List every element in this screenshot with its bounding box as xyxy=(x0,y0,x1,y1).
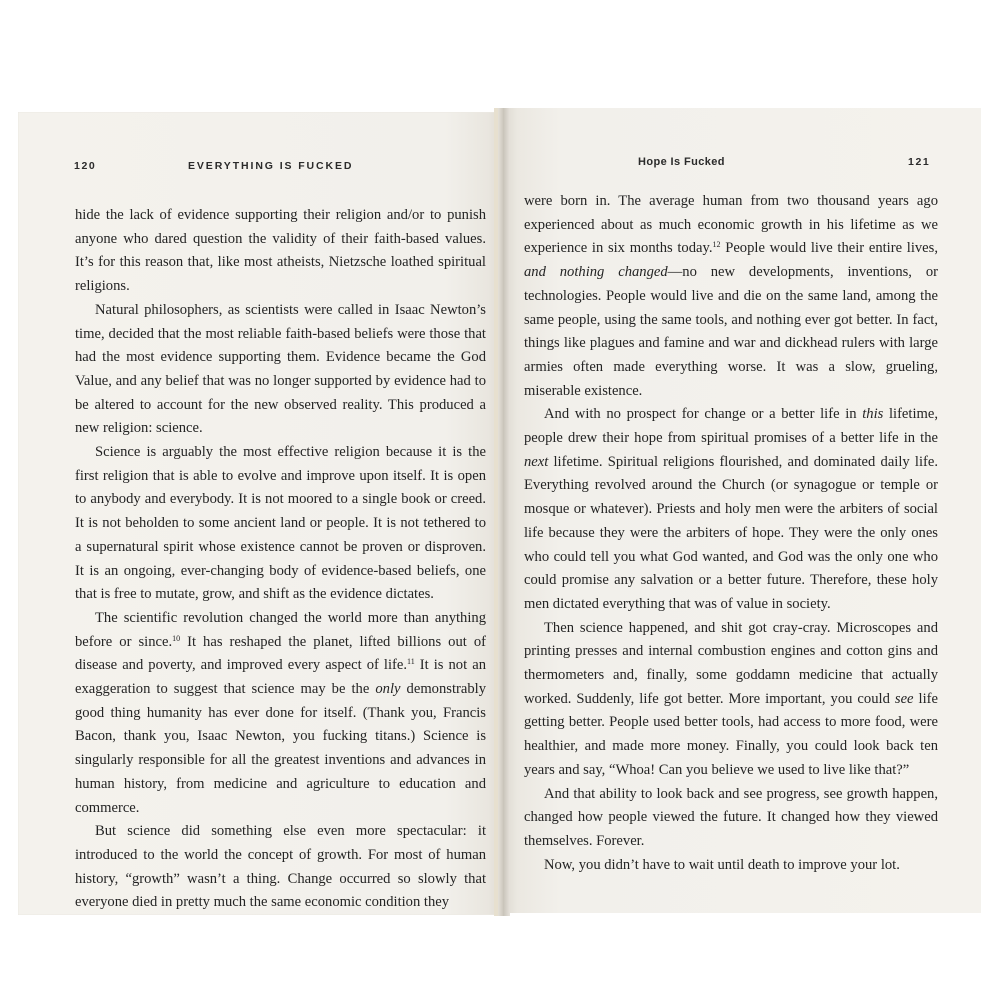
page-edge xyxy=(494,108,498,916)
text-run: The scientific revolution changed the world more than anything before or since. xyxy=(75,609,486,650)
book-gutter xyxy=(496,108,510,916)
text-run: lifetime, people drew their hope from spiritual promises of a better life in the xyxy=(524,406,938,447)
paragraph: Natural philosophers, as scientists were called in Isaac Newton’s time, decided that the most reliable faith-based beliefs were those that had the most evidence supporting them. Evidence became the God Value, and any belief that was no longer supported by evidence had to be altered to account for the new observed reality. This produced a new religion: science. xyxy=(75,301,486,437)
paragraph: Now, you didn’t have to wait until death to improve your lot. xyxy=(544,856,900,873)
text-run: life getting better. People used better tools, had access to more food, were healthier, and made more money. Finally, you could look back ten years and say, “Whoa! Can you believe we used to live like that?” xyxy=(524,690,938,778)
page-body xyxy=(524,190,938,877)
text-run: lifetime. Spiritual religions flourished, and dominated daily life. Everything revolved around the Church (or synagogue or temple or mosque or whatever). Priests and holy men were the arbiters of social life because they were the arbiters of hope. They were the only ones who could tell you what God wanted, and God was the only one who could promise any salvation or a better future. Therefore, these holy men dictated everything that was of value in society. xyxy=(524,453,938,612)
paragraph: But science did something else even more spectacular: it introduced to the world the concept of growth. For most of human history, “growth” wasn’t a thing. Change occurred so slowly that everyone died in pretty much the same economic condition they xyxy=(75,823,486,911)
emphasis: only xyxy=(375,681,401,698)
footnote-marker: 12 xyxy=(712,240,721,250)
footnote-marker: 11 xyxy=(407,657,415,667)
page-number: 120 xyxy=(74,160,97,172)
paragraph: hide the lack of evidence supporting their religion and/or to punish anyone who dared question the validity of their faith-based values. It’s for this reason that, like most atheists, Nietzsche loathed spiritual religions. xyxy=(75,207,486,295)
footnote-marker: 10 xyxy=(172,633,181,643)
paragraph: Science is arguably the most effective religion because it is the first religion that is able to evolve and improve upon itself. It is open to anybody and everybody. It is not moored to a single book or creed. It is not beholden to some ancient land or people. It is not tethered to a supernatural spirit whose existence cannot be proven or disproven. It is an ongoing, ever-changing body of evidence-based beliefs, one that is free to mutate, grow, and shift as the evidence dictates. xyxy=(75,444,486,603)
paragraph xyxy=(75,607,486,820)
text-run: demonstrably good thing humanity has ever done for itself. (Thank you, Francis Bacon, thank you, Isaac Newton, you fucking titans.) Science is singularly responsible for all the greatest inventions and advances in human history, from medicine and agriculture to education and commerce. xyxy=(75,681,486,816)
emphasis: next xyxy=(524,453,549,470)
text-run: It has reshaped the planet, lifted billions out of disease and poverty, and improved every aspect of life. xyxy=(75,633,486,674)
text-run: It is not an exaggeration to suggest that science may be the xyxy=(75,657,486,698)
text-run: Then science happened, and shit got cray-cray. Microscopes and printing presses and internal combustion engines and cotton gins and thermometers and, finally, some goddamn medicine that actually worked. Suddenly, life got better. More important, you could xyxy=(524,619,938,707)
text-run: —no new developments, inventions, or technologies. People would live and die on the same land, among the same people, using the same tools, and nothing ever got better. In fact, things like plagues and famine and war and dickhead rulers with large armies often made everything worse. It was a slow, grueling, miserable existence. xyxy=(524,264,938,399)
text-run: People would live their entire lives, xyxy=(720,240,938,257)
emphasis: and nothing changed xyxy=(524,264,668,281)
page-body xyxy=(75,204,486,915)
emphasis: this xyxy=(862,406,884,423)
paragraph xyxy=(524,403,938,616)
emphasis: see xyxy=(894,690,914,707)
text-run: And with no prospect for change or a better life in xyxy=(544,406,863,423)
paragraph: And that ability to look back and see progress, see growth happen, changed how people viewed the future. It changed how they viewed themselves. Forever. xyxy=(524,785,938,849)
page-number: 121 xyxy=(908,156,931,168)
right-page xyxy=(503,108,981,913)
paragraph xyxy=(524,617,938,783)
paragraph xyxy=(524,190,938,403)
text-run: were born in. The average human from two thousand years ago experienced about as much economic growth in his lifetime as we experience in six months today. xyxy=(524,193,938,257)
running-title: Hope Is Fucked xyxy=(638,156,725,168)
left-page xyxy=(18,112,503,915)
running-title: EVERYTHING IS FUCKED xyxy=(188,160,354,172)
